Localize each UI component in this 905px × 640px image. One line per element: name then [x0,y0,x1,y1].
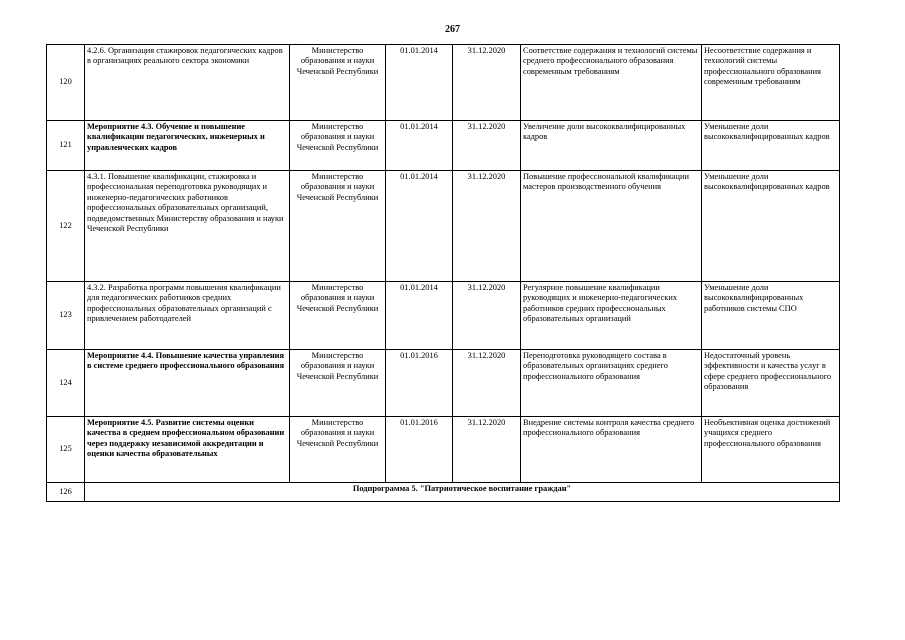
end-date-cell: 31.12.2020 [453,282,521,350]
table-row [47,282,840,350]
end-date-cell: 31.12.2020 [453,171,521,282]
row-number: 121 [47,121,85,171]
start-date-cell: 01.01.2014 [386,282,453,350]
start-date-cell: 01.01.2014 [386,121,453,171]
subprogram-row [47,483,840,502]
row-number: 124 [47,350,85,417]
executor-cell: Министерство образования и науки Чеченской Республики [290,282,386,350]
row-number: 126 [47,483,85,502]
consequence-cell: Уменьшение доли высококвалифицированных кадров [702,121,840,171]
consequence-cell: Уменьшение доли высококвалифицированных работников системы СПО [702,282,840,350]
row-number: 125 [47,417,85,483]
end-date-cell: 31.12.2020 [453,45,521,121]
subprogram-title: Подпрограмма 5. "Патриотическое воспитание граждан" [85,483,840,502]
start-date-cell: 01.01.2016 [386,417,453,483]
executor-cell: Министерство образования и науки Чеченской Республики [290,417,386,483]
row-number: 122 [47,171,85,282]
consequence-cell: Необъективная оценка достижений учащихся среднего профессионального образования [702,417,840,483]
end-date-cell: 31.12.2020 [453,350,521,417]
expected-result-cell: Повышение профессиональной квалификации мастеров производственного обучения [521,171,702,282]
table-row [47,417,840,483]
activity-cell: Мероприятие 4.3. Обучение и повышение квалификации педагогических, инженерных и управленческих кадров [85,121,290,171]
end-date-cell: 31.12.2020 [453,121,521,171]
program-activities-table [46,44,840,502]
activity-cell: 4.3.1. Повышение квалификации, стажировка и профессиональная переподготовка руководящих и инженерно-педагогических работников профессиональных образовательных организаций, подведомственных Министерству образования и науки Чеченской Республики [85,171,290,282]
start-date-cell: 01.01.2016 [386,350,453,417]
expected-result-cell: Регулярное повышение квалификации руководящих и инженерно-педагогических работников средних профессиональных образовательных организаций [521,282,702,350]
table-row [47,121,840,171]
row-number: 120 [47,45,85,121]
table-row [47,45,840,121]
expected-result-cell: Соответствие содержания и технологий системы среднего профессионального образования современным требованиям [521,45,702,121]
executor-cell: Министерство образования и науки Чеченской Республики [290,45,386,121]
row-number: 123 [47,282,85,350]
consequence-cell: Недостаточный уровень эффективности и качества услуг в сфере среднего профессионального образования [702,350,840,417]
start-date-cell: 01.01.2014 [386,171,453,282]
end-date-cell: 31.12.2020 [453,417,521,483]
executor-cell: Министерство образования и науки Чеченской Республики [290,171,386,282]
expected-result-cell: Внедрение системы контроля качества среднего профессионального образования [521,417,702,483]
activity-cell: 4.2.6. Организация стажировок педагогических кадров в организациях реального сектора экономики [85,45,290,121]
start-date-cell: 01.01.2014 [386,45,453,121]
page-number: 267 [445,24,460,35]
executor-cell: Министерство образования и науки Чеченской Республики [290,350,386,417]
consequence-cell: Уменьшение доли высококвалифицированных кадров [702,171,840,282]
table-row [47,171,840,282]
activity-cell: Мероприятие 4.4. Повышение качества управления в системе среднего профессионального образования [85,350,290,417]
expected-result-cell: Переподготовка руководящего состава в образовательных организациях среднего профессионального образования [521,350,702,417]
expected-result-cell: Увеличение доли высококвалифицированных кадров [521,121,702,171]
consequence-cell: Несоответствие содержания и технологий системы профессионального образования современным требованиям [702,45,840,121]
executor-cell: Министерство образования и науки Чеченской Республики [290,121,386,171]
activity-cell: Мероприятие 4.5. Развитие системы оценки качества в среднем профессиональном образовании через поддержку независимой аккредитации и оценки качества образовательных [85,417,290,483]
activity-cell: 4.3.2. Разработка программ повышения квалификации для педагогических работников средних профессиональных образовательных организаций с привлечением работодателей [85,282,290,350]
table-row [47,350,840,417]
